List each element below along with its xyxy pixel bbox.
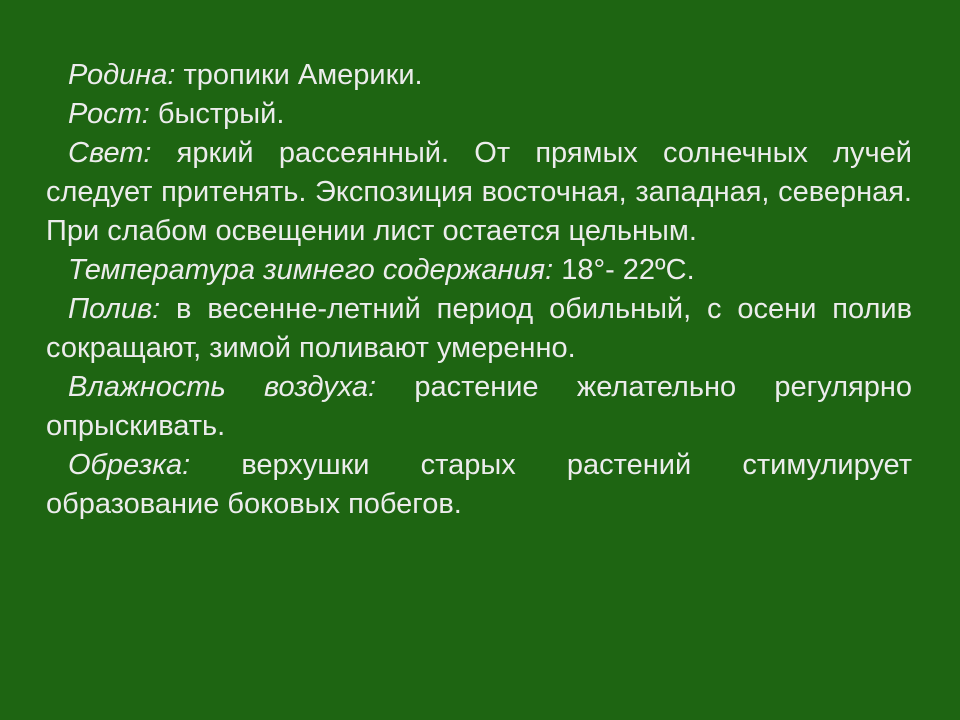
slide-content	[46, 56, 912, 524]
paragraph-light	[46, 134, 912, 251]
text-origin: тропики Америки.	[175, 59, 423, 91]
paragraph-growth	[46, 95, 912, 134]
label-watering: Полив:	[68, 293, 161, 325]
paragraph-watering	[46, 290, 912, 368]
text-winter-temperature: 18°- 22ºС.	[553, 254, 695, 286]
paragraph-winter-temperature	[46, 251, 912, 290]
text-humidity: растение желательно регулярно опрыскивать.	[46, 371, 912, 442]
label-humidity: Влажность воздуха:	[68, 371, 377, 403]
text-pruning: верхушки старых растений стимулирует образование боковых побегов.	[46, 449, 912, 520]
paragraph-humidity	[46, 368, 912, 446]
label-light: Свет:	[68, 137, 152, 169]
paragraph-origin	[46, 56, 912, 95]
label-growth: Рост:	[68, 98, 150, 130]
text-growth: быстрый.	[149, 98, 285, 130]
label-pruning: Обрезка:	[68, 449, 191, 481]
label-origin: Родина:	[68, 59, 176, 91]
paragraph-pruning	[46, 446, 912, 524]
label-winter-temperature: Температура зимнего содержания:	[68, 254, 554, 286]
text-watering: в весенне-летний период обильный, с осени полив сокращают, зимой поливают умеренно.	[46, 293, 912, 364]
text-light: яркий рассеянный. От прямых солнечных лучей следует притенять. Экспозиция восточная, западная, северная. При слабом освещении лист остается цельным.	[46, 137, 912, 247]
